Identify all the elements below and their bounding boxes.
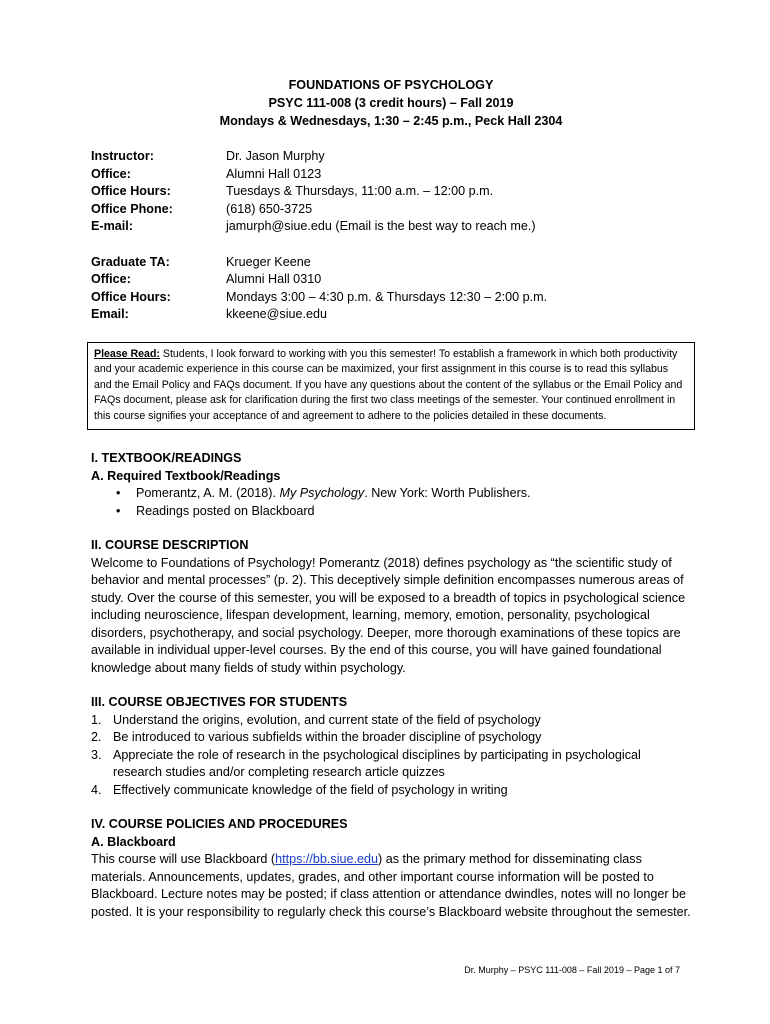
item-number: 4. [91,782,102,797]
list-item [116,485,691,503]
course-title: FOUNDATIONS OF PSYCHOLOGY [288,78,494,92]
ta-row [91,271,691,289]
section-title: III. COURSE OBJECTIVES FOR STUDENTS [91,695,348,710]
info-value: Alumni Hall 0123 [226,166,322,181]
info-label: Graduate TA: [91,254,170,269]
info-label: Email: [91,307,129,321]
please-read-notice [87,342,695,431]
list-item [91,782,691,800]
policies-section [91,816,691,921]
notice-lead: Please Read: [94,347,160,360]
ta-row [91,254,691,272]
info-value: Tuesdays & Thursdays, 11:00 a.m. – 12:00 p.m. [226,184,494,198]
item-text: Understand the origins, evolution, and current state of the field of psychology [113,712,541,727]
notice-text: Students, I look forward to working with you this semester! To establish a framework in which both productivity and your academic experience in this course can be maximized, your first assignment in this course is to read this syllabus and the Email Policy and FAQs document. If you have any questions about the content of the syllabus or the Email Policy and FAQs document, please ask for clarification during the first two class meetings of the semester. Your continued enrollment in this course signifies your acceptance of and agreement to adhere to the policies detailed in these documents. [94,347,683,422]
description-section [91,537,691,677]
section-title: IV. COURSE POLICIES AND PROCEDURES [91,817,348,832]
instructor-row [91,183,691,201]
section-title: I. TEXTBOOK/READINGS [91,451,242,466]
book-title: My Psychology [279,486,365,501]
textbook-section [91,450,691,520]
item-number: 2. [91,730,102,745]
info-label: Office Phone: [91,201,173,216]
info-value: Krueger Keene [226,254,311,269]
course-schedule: Mondays & Wednesdays, 1:30 – 2:45 p.m., Peck Hall 2304 [219,114,563,128]
info-label: Office Hours: [91,289,171,304]
ta-row [91,306,691,324]
objectives-list [91,712,691,800]
list-item [91,729,691,747]
instructor-info [91,148,691,236]
ta-row [91,289,691,307]
info-value: (618) 650-3725 [226,201,313,216]
book-publisher: . New York: Worth Publishers. [364,486,531,501]
info-value: jamurph@siue.edu (Email is the best way to reach me.) [226,219,536,233]
book-author: Pomerantz, A. M. (2018). [136,486,280,501]
info-label: Office: [91,166,131,181]
objectives-section [91,694,691,799]
readings-list [91,485,691,520]
item-number: 1. [91,712,102,727]
info-value: kkeene@siue.edu [226,307,328,321]
item-text: Be introduced to various subfields within the broader discipline of psychology [113,730,542,745]
subsection-title: A. Required Textbook/Readings [91,468,281,483]
instructor-row [91,166,691,184]
item-text: Effectively communicate knowledge of the field of psychology in writing [113,782,508,797]
instructor-row [91,218,691,236]
page-footer: Dr. Murphy – PSYC 111-008 – Fall 2019 – Page 1 of 7 [464,965,680,975]
description-text: Welcome to Foundations of Psychology! Pomerantz (2018) defines psychology as “the scientific study of behavior and mental processes” (p. 2). This deceptively simple definition encompasses numerous areas of study. Over the course of this semester, you will be exposed to a breadth of topics in psychological science including neuroscience, lifespan development, learning, memory, emotion, personality, psychological disorders, psychotherapy, and social psychology. Deeper, more thorough examinations of these topics are available in individual upper-level courses. By the end of this course, you will have gained foundational knowledge about many fields of study within psychology. [91,555,686,675]
instructor-row [91,201,691,219]
info-label: Office Hours: [91,184,171,198]
list-item [91,747,691,782]
info-value: Mondays 3:00 – 4:30 p.m. & Thursdays 12:30 – 2:00 p.m. [226,289,548,304]
item-number: 3. [91,747,102,762]
info-label: Instructor: [91,149,154,163]
list-item: • Readings posted on Blackboard [116,503,691,521]
blackboard-link[interactable]: https://bb.siue.edu [275,852,379,867]
instructor-row [91,148,691,166]
ta-info [91,254,691,324]
info-value: Alumni Hall 0310 [226,272,322,286]
section-title: II. COURSE DESCRIPTION [91,538,249,553]
info-label: Office: [91,272,131,286]
text-after-link: ) as the primary method for disseminating class materials. Announcements, updates, grades, and other important course information will be posted to Blackboard. Lecture notes may be posted; if class attention or attendance dwindles, notes will no longer be posted. It is your responsibility to regularly check this course’s Blackboard website throughout the semester. [91,852,691,919]
subsection-title: A. Blackboard [91,834,176,849]
syllabus-page [91,76,691,938]
course-code: PSYC 111-008 (3 credit hours) – Fall 2019 [268,96,514,110]
course-header [91,76,691,130]
item-text: Appreciate the role of research in the psychological disciplines by participating in psychological research studies and/or completing research article quizzes [113,747,641,780]
info-label: E-mail: [91,219,133,233]
text-before-link: This course will use Blackboard ( [91,852,276,867]
info-value: Dr. Jason Murphy [226,149,325,163]
list-item [91,712,691,730]
blackboard-text [91,851,691,921]
